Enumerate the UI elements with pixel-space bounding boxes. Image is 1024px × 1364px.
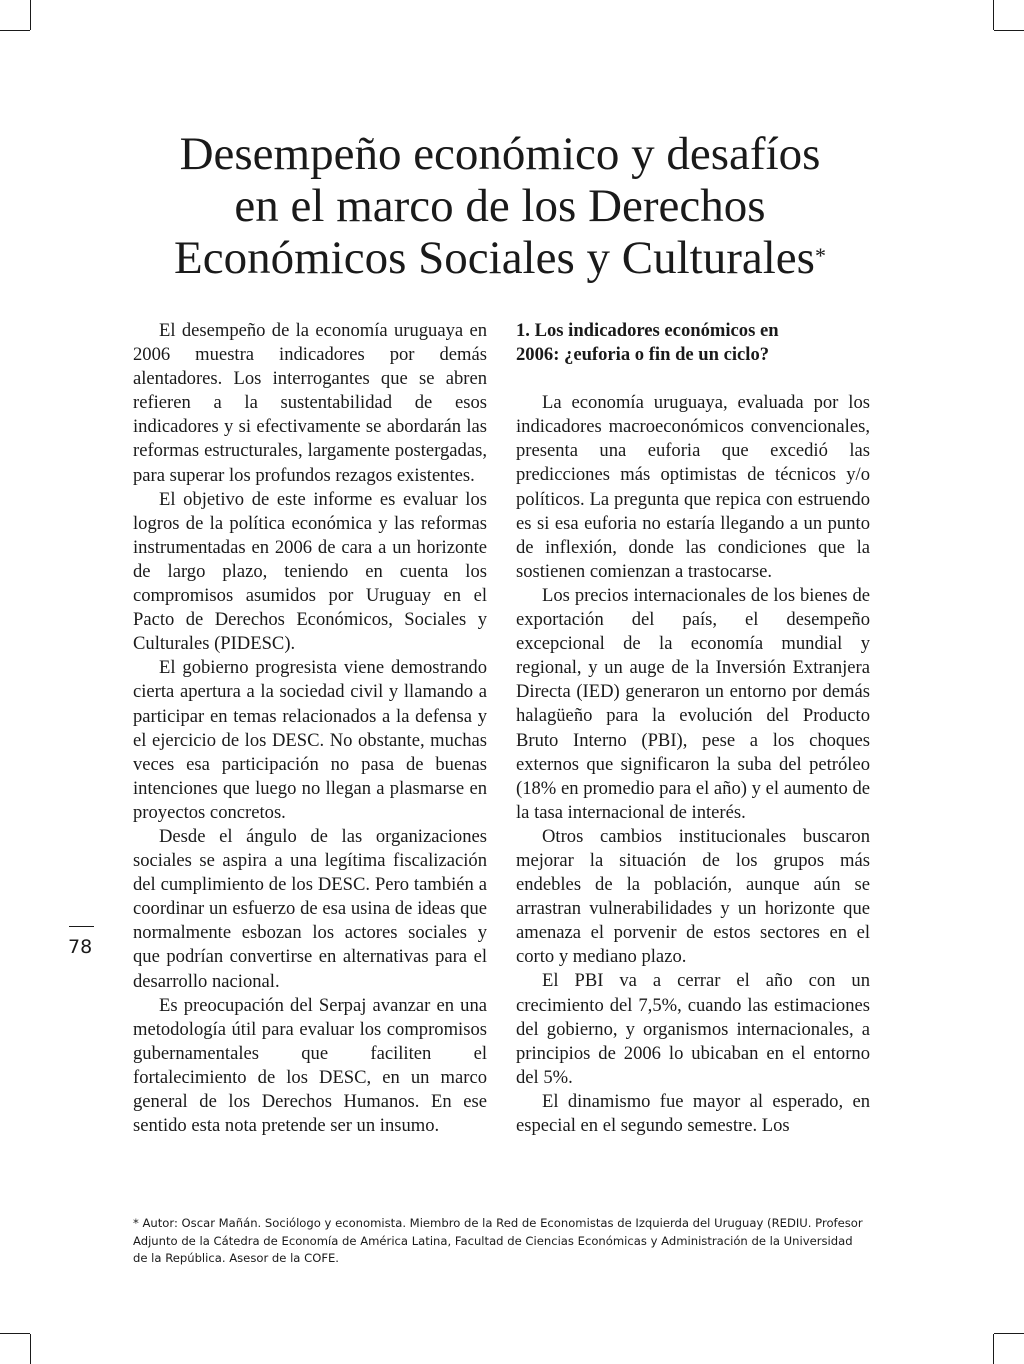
paragraph: El gobierno progresista viene demostrando cierta apertura a la sociedad civil y llamando a participar en temas relacionados a la defensa y el ejercicio de los DESC. No obstante, muchas veces esa participación no pasa de buenas intenciones que luego no llegan a plasmarse en proyectos concretos. — [133, 657, 487, 823]
crop-mark-bottom-right-h — [994, 1333, 1024, 1334]
paragraph: El dinamismo fue mayor al esperado, en especial en el segundo semestre. Los — [516, 1090, 870, 1136]
section-heading-line-2: 2006: ¿euforia o fin de un ciclo? — [516, 344, 770, 366]
title-line-2: en el marco de los Derechos — [234, 180, 766, 232]
page-number: 78 — [68, 936, 93, 958]
title-line-3: Económicos Sociales y Culturales — [174, 232, 815, 284]
right-column — [516, 319, 870, 1138]
crop-mark-top-right-h — [994, 30, 1024, 31]
crop-mark-top-right-v — [993, 0, 994, 30]
crop-mark-bottom-left-h — [0, 1333, 30, 1334]
crop-mark-bottom-right-v — [993, 1334, 994, 1364]
crop-mark-top-left-v — [30, 0, 31, 30]
title-line-1: Desempeño económico y desafíos — [179, 128, 821, 180]
paragraph: Desde el ángulo de las organizaciones sociales se aspira a una legítima fiscalización del cumplimiento de los DESC. Pero también a coordinar un esfuerzo de esa usina de ideas que normalmente esbozan los actores sociales y que podrían convertirse en alternativas para el desarrollo nacional. — [133, 825, 487, 992]
section-heading — [516, 319, 870, 367]
paragraph: La economía uruguaya, evaluada por los indicadores macroeconómicos convencionales, presenta una euforia que excedió las predicciones más optimistas de técnicos y/o políticos. La pregunta que repica con estruendo es si esa euforia no estaría llegando a un punto de inflexión, donde las condiciones que la sostienen comienzan a trastocarse. — [516, 392, 870, 582]
section-heading-line-1: 1. Los indicadores económicos en — [516, 320, 779, 341]
paragraph: Los precios internacionales de los bienes de exportación del país, el desempeño excepcional de la economía mundial y regional, y un auge de la Inversión Extranjera Directa (IED) generaron un entorno por demás halagüeño para la evolución del Producto Bruto Interno (PBI), pese a los choques externos que significaron la suba del petróleo (18% en promedio para el año) y el aumento de la tasa internacional de interés. — [516, 584, 870, 823]
page-number-rule — [69, 926, 94, 927]
paragraph: El objetivo de este informe es evaluar los logros de la política económica y las reformas instrumentadas en 2006 de cara a un horizonte de largo plazo, teniendo en cuenta los compromisos asumidos por Uruguay en el Pacto de Derechos Económicos, Sociales y Culturales (PIDESC). — [133, 488, 487, 655]
footnote: * Autor: Oscar Mañán. Sociólogo y economista. Miembro de la Red de Economistas de Izquierda del Uruguay (REDIU. Profesor Adjunto de la Cátedra de Economía de América Latina, Facultad de Ciencias Económicas y Administración de la Universidad de la República. Asesor de la COFE. — [133, 1216, 863, 1265]
paragraph: Otros cambios institucionales buscaron mejorar la situación de los grupos más endebles de la población, aunque aún se arrastran vulnerabilidades y un horizonte que amenaza el porvenir de estos sectores en el corto y mediano plazo. — [516, 825, 870, 968]
title-footnote-mark: * — [814, 243, 826, 268]
crop-mark-top-left-h — [0, 30, 30, 31]
crop-mark-bottom-left-v — [30, 1334, 31, 1364]
paragraph: El desempeño de la economía uruguaya en 2006 muestra indicadores por demás alentadores. Los interrogantes que se abren refieren a la sustentabilidad de esos indicadores y si efectivamente se abordarán las reformas estructurales, largamente postergadas, para superar los profundos rezagos existentes. — [133, 320, 487, 486]
article-title — [130, 128, 870, 284]
paragraph: El PBI va a cerrar el año con un crecimiento del 7,5%, cuando las estimaciones del gobierno, y organismos internacionales, a principios de 2006 lo ubicaban en el entorno del 5%. — [516, 970, 870, 1088]
left-column — [133, 319, 487, 1138]
paragraph: Es preocupación del Serpaj avanzar en una metodología útil para evaluar los compromisos gubernamentales que faciliten el fortalecimiento de los DESC, en un marco general de los Derechos Humanos. En ese sentido esta nota pretende ser un insumo. — [133, 994, 487, 1137]
